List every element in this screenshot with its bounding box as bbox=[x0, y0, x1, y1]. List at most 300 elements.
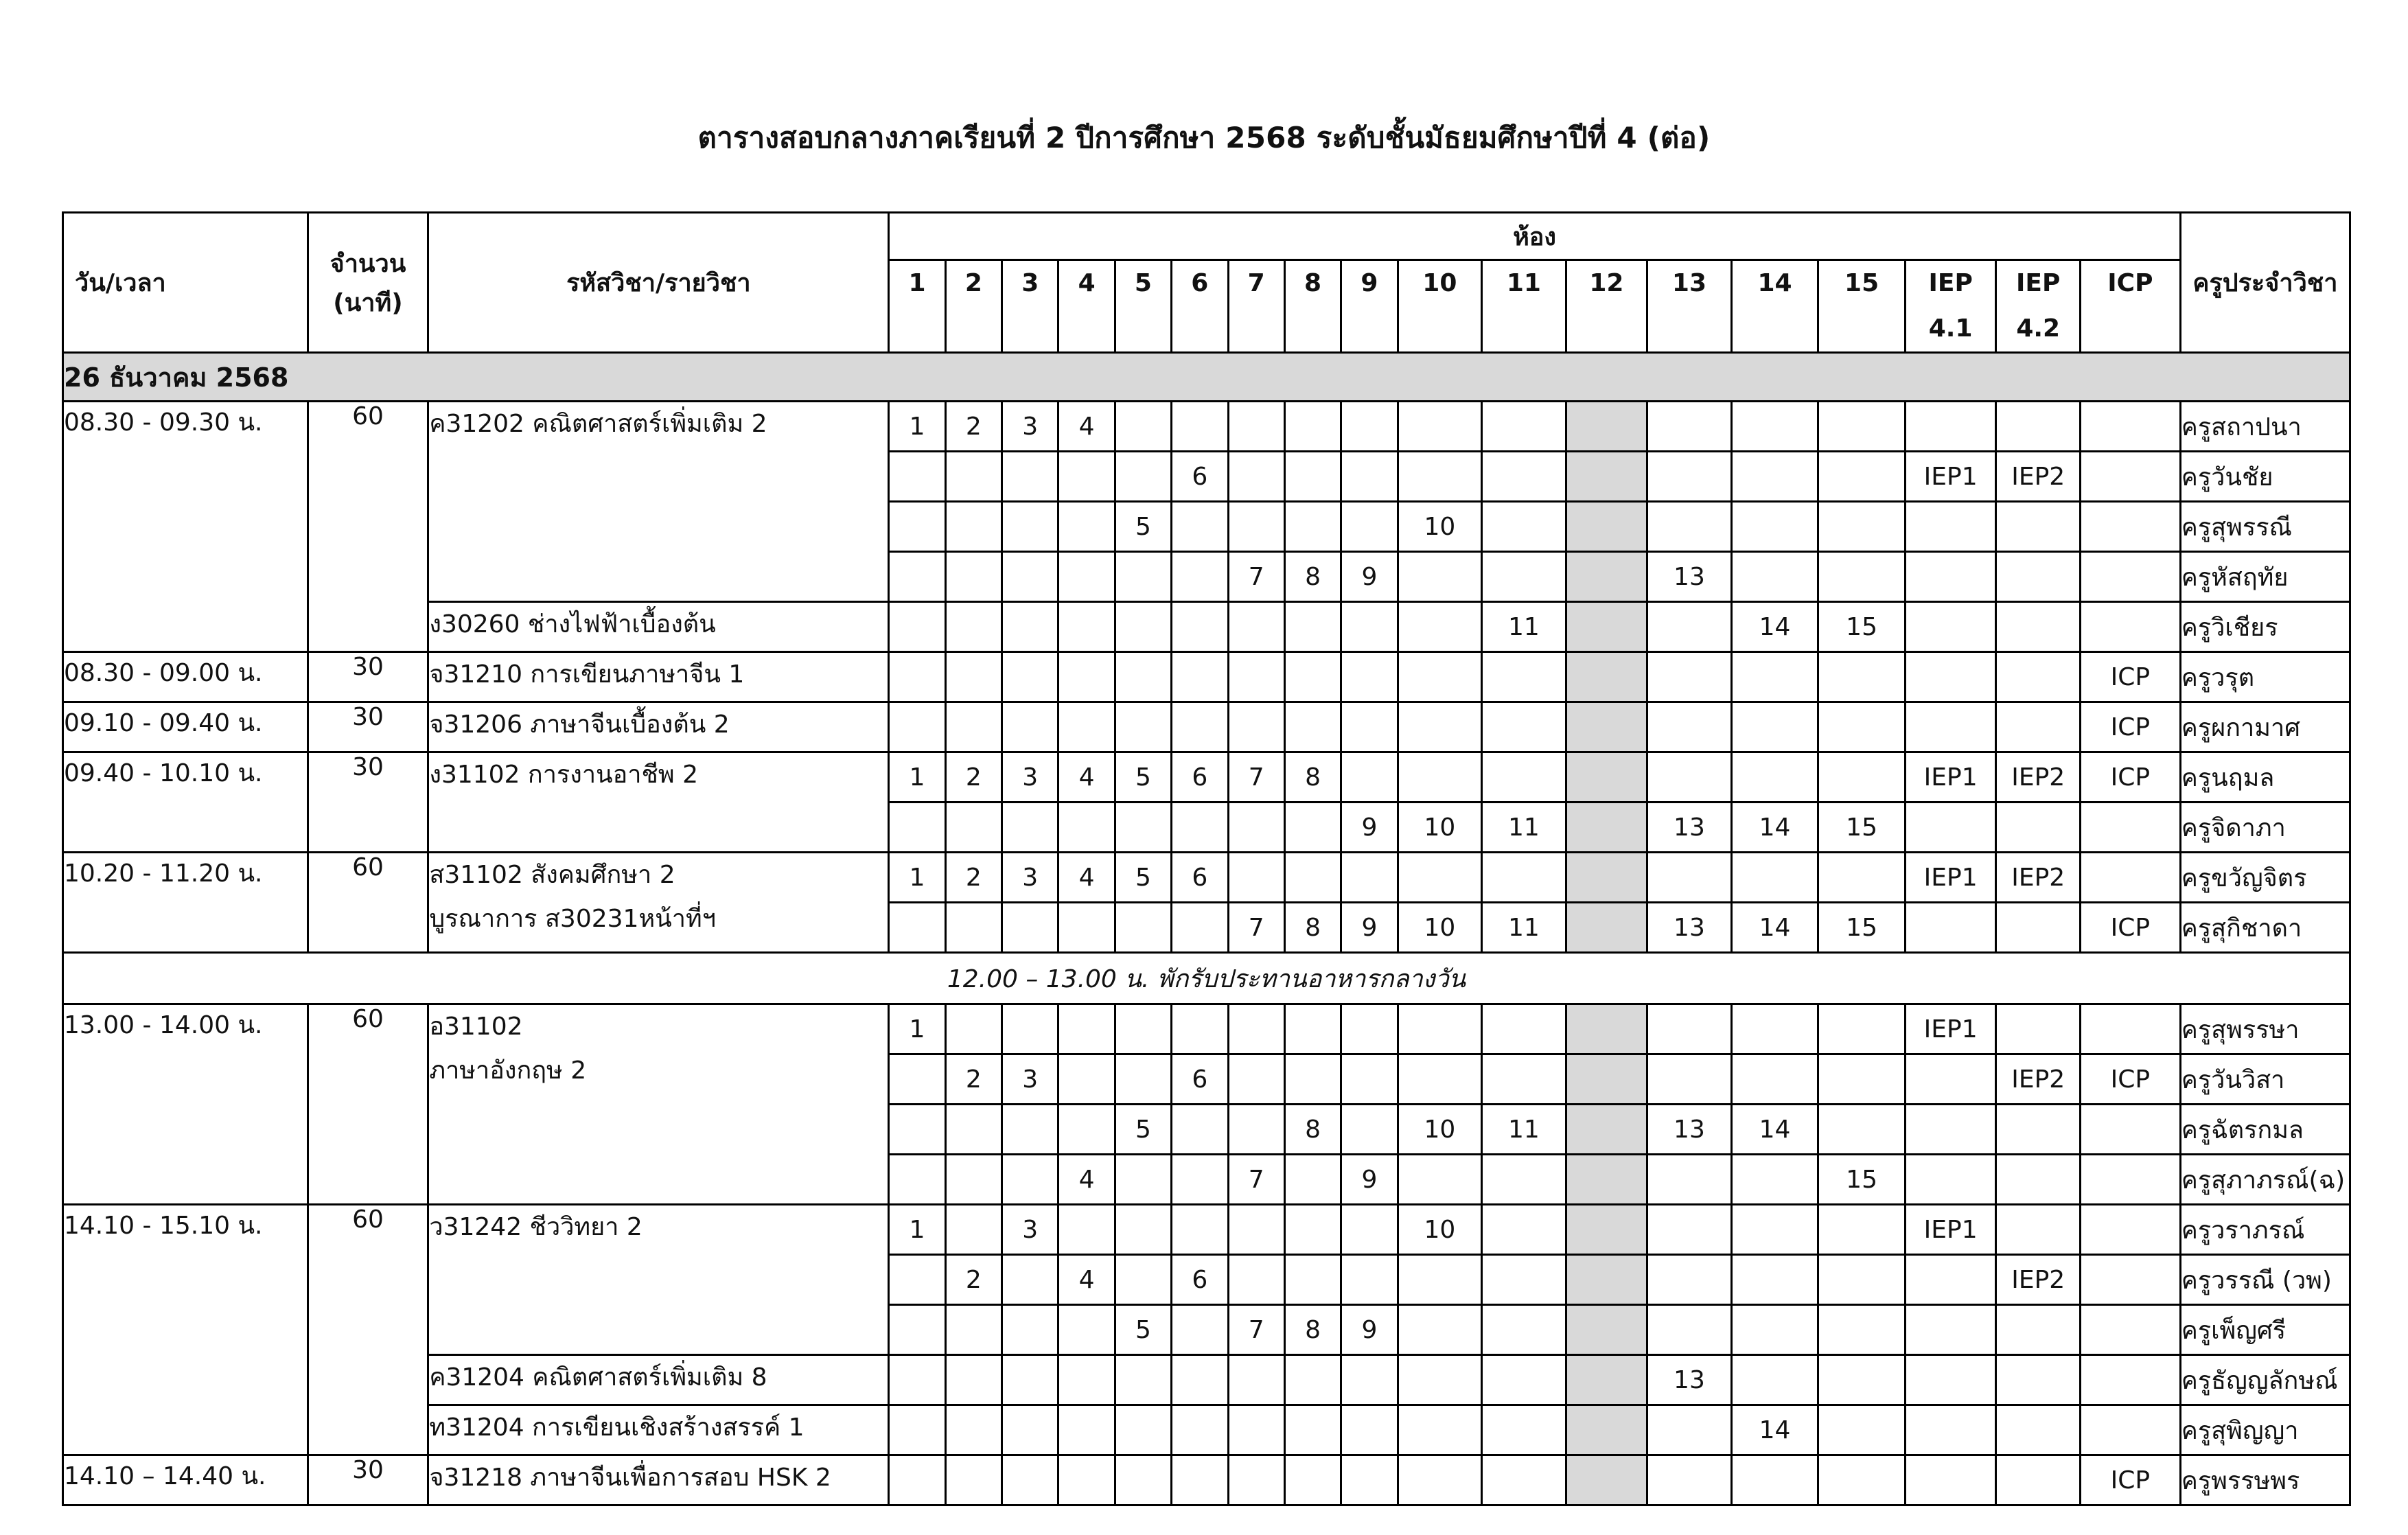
room-cell bbox=[2080, 1155, 2180, 1205]
subject-line: จ31210 การเขียนภาษาจีน 1 bbox=[429, 660, 745, 689]
room-cell bbox=[1341, 1255, 1398, 1305]
room-cell bbox=[1996, 652, 2081, 702]
room-cell bbox=[1647, 1255, 1732, 1305]
room-cell bbox=[1228, 452, 1284, 502]
room-cell bbox=[1566, 702, 1647, 752]
room-cell: 6 bbox=[1172, 752, 1228, 803]
teacher-cell: ครูเพ็ญศรี bbox=[2180, 1305, 2350, 1355]
room-cell bbox=[889, 1355, 945, 1405]
room-cell bbox=[1398, 1054, 1482, 1105]
room-cell bbox=[1482, 1255, 1566, 1305]
room-cell bbox=[1566, 1105, 1647, 1155]
table-row bbox=[63, 702, 2350, 752]
room-cell: 6 bbox=[1172, 1255, 1228, 1305]
room-cell: 3 bbox=[1002, 1054, 1058, 1105]
exam-schedule-table bbox=[62, 211, 2351, 1506]
room-cell bbox=[889, 1054, 945, 1105]
room-cell bbox=[945, 552, 1002, 602]
room-header-line: 13 bbox=[1671, 269, 1707, 297]
room-cell bbox=[1115, 702, 1171, 752]
room-cell bbox=[1482, 652, 1566, 702]
room-cell bbox=[1228, 702, 1284, 752]
room-cell bbox=[889, 502, 945, 552]
minutes-cell: 60 bbox=[308, 1205, 428, 1455]
room-header-line: 3 bbox=[1021, 269, 1039, 297]
room-cell bbox=[945, 452, 1002, 502]
room-cell bbox=[1228, 652, 1284, 702]
room-cell: 8 bbox=[1284, 1305, 1341, 1355]
room-cell: 7 bbox=[1228, 1305, 1284, 1355]
room-cell bbox=[1996, 1004, 2081, 1054]
minutes-cell: 60 bbox=[308, 853, 428, 953]
room-cell bbox=[1228, 1205, 1284, 1255]
room-cell bbox=[1228, 803, 1284, 853]
room-cell bbox=[1115, 552, 1171, 602]
room-cell: 14 bbox=[1731, 1405, 1818, 1455]
room-cell bbox=[1284, 1455, 1341, 1505]
room-cell bbox=[2080, 1004, 2180, 1054]
subject-cell bbox=[428, 752, 889, 853]
room-cell bbox=[1172, 1305, 1228, 1355]
subject-cell bbox=[428, 652, 889, 702]
room-cell: IEP2 bbox=[1996, 1255, 2081, 1305]
room-cell bbox=[1566, 1455, 1647, 1505]
room-cell: 5 bbox=[1115, 752, 1171, 803]
time-cell: 14.10 – 14.40 น. bbox=[63, 1455, 308, 1505]
minutes-cell: 30 bbox=[308, 702, 428, 752]
room-cell: 14 bbox=[1731, 903, 1818, 953]
room-cell: 7 bbox=[1228, 552, 1284, 602]
room-header-10 bbox=[1482, 260, 1566, 353]
room-cell bbox=[1731, 853, 1818, 903]
room-cell bbox=[1284, 853, 1341, 903]
table-row bbox=[63, 402, 2350, 452]
header-minutes-line1: จำนวน bbox=[329, 249, 406, 278]
teacher-cell: ครูฉัตรกมล bbox=[2180, 1105, 2350, 1155]
room-cell bbox=[1818, 1455, 1906, 1505]
subject-line: ท31204 การเขียนเชิงสร้างสรรค์ 1 bbox=[429, 1413, 804, 1442]
time-cell: 14.10 - 15.10 น. bbox=[63, 1205, 308, 1455]
room-cell bbox=[889, 452, 945, 502]
room-header-11 bbox=[1566, 260, 1647, 353]
room-cell bbox=[1284, 803, 1341, 853]
room-cell bbox=[1058, 652, 1115, 702]
room-cell bbox=[1566, 552, 1647, 602]
room-cell bbox=[1647, 1205, 1732, 1255]
room-cell: 3 bbox=[1002, 402, 1058, 452]
room-cell bbox=[1818, 1305, 1906, 1355]
room-cell: 11 bbox=[1482, 1105, 1566, 1155]
room-cell bbox=[1905, 1054, 1996, 1105]
room-header-line: 6 bbox=[1191, 269, 1209, 297]
room-cell bbox=[2080, 1255, 2180, 1305]
room-cell bbox=[1731, 1355, 1818, 1405]
room-cell bbox=[1002, 903, 1058, 953]
room-cell bbox=[1482, 1455, 1566, 1505]
teacher-cell: ครูสุภาภรณ์(ฉ) bbox=[2180, 1155, 2350, 1205]
teacher-cell: ครูวราภรณ์ bbox=[2180, 1205, 2350, 1255]
room-header-7 bbox=[1284, 260, 1341, 353]
room-header-line: 4 bbox=[1078, 269, 1096, 297]
room-cell bbox=[1566, 452, 1647, 502]
room-cell bbox=[1115, 1455, 1171, 1505]
room-cell bbox=[1228, 1405, 1284, 1455]
room-cell bbox=[945, 1004, 1002, 1054]
room-cell bbox=[1996, 1405, 2081, 1455]
room-header-2 bbox=[1002, 260, 1058, 353]
room-cell bbox=[1115, 402, 1171, 452]
room-cell bbox=[1731, 402, 1818, 452]
minutes-cell: 30 bbox=[308, 752, 428, 853]
room-cell bbox=[1115, 602, 1171, 652]
lunch-break-row: 12.00 – 13.00 น. พักรับประทานอาหารกลางวัน bbox=[63, 953, 2350, 1004]
room-cell: IEP2 bbox=[1996, 452, 2081, 502]
room-cell: 7 bbox=[1228, 903, 1284, 953]
room-header-14 bbox=[1818, 260, 1906, 353]
room-cell bbox=[1905, 1355, 1996, 1405]
room-cell bbox=[1341, 702, 1398, 752]
room-cell bbox=[889, 1155, 945, 1205]
room-cell bbox=[1818, 502, 1906, 552]
room-cell bbox=[1905, 652, 1996, 702]
room-cell: IEP1 bbox=[1905, 752, 1996, 803]
room-cell bbox=[2080, 1205, 2180, 1255]
room-cell bbox=[1341, 602, 1398, 652]
room-cell bbox=[1058, 1054, 1115, 1105]
room-cell bbox=[1482, 1155, 1566, 1205]
room-cell: 6 bbox=[1172, 853, 1228, 903]
room-cell bbox=[1115, 903, 1171, 953]
subject-line: ง31102 การงานอาชีพ 2 bbox=[429, 761, 698, 789]
subject-cell bbox=[428, 602, 889, 652]
room-cell bbox=[1284, 402, 1341, 452]
room-cell: 2 bbox=[945, 1255, 1002, 1305]
room-cell bbox=[1002, 702, 1058, 752]
room-cell: IEP1 bbox=[1905, 1004, 1996, 1054]
room-cell bbox=[1482, 402, 1566, 452]
room-cell bbox=[1058, 1205, 1115, 1255]
room-cell: 5 bbox=[1115, 853, 1171, 903]
room-cell bbox=[1058, 602, 1115, 652]
room-cell bbox=[1647, 853, 1732, 903]
room-cell: 1 bbox=[889, 402, 945, 452]
room-cell bbox=[1284, 602, 1341, 652]
teacher-cell: ครูวรรณี (วพ) bbox=[2180, 1255, 2350, 1305]
room-cell bbox=[1482, 853, 1566, 903]
room-cell: 15 bbox=[1818, 903, 1906, 953]
room-cell: IEP2 bbox=[1996, 853, 2081, 903]
room-cell bbox=[2080, 1405, 2180, 1455]
room-cell bbox=[945, 903, 1002, 953]
room-cell bbox=[1058, 452, 1115, 502]
room-cell bbox=[1398, 602, 1482, 652]
room-header-line: 4.1 bbox=[1928, 314, 1973, 343]
table-row bbox=[63, 853, 2350, 903]
room-cell bbox=[1228, 1105, 1284, 1155]
room-cell bbox=[945, 1455, 1002, 1505]
room-cell: 6 bbox=[1172, 1054, 1228, 1105]
header-day-time: วัน/เวลา bbox=[63, 213, 308, 353]
room-cell bbox=[1647, 702, 1732, 752]
teacher-cell: ครูวิเชียร bbox=[2180, 602, 2350, 652]
room-cell bbox=[1341, 1205, 1398, 1255]
room-cell bbox=[945, 1205, 1002, 1255]
room-cell bbox=[1905, 402, 1996, 452]
room-cell bbox=[1228, 502, 1284, 552]
room-cell bbox=[1647, 652, 1732, 702]
room-header-16 bbox=[1996, 260, 2081, 353]
subject-line: จ31218 ภาษาจีนเพื่อการสอบ HSK 2 bbox=[429, 1464, 831, 1492]
room-cell bbox=[1566, 1355, 1647, 1405]
room-cell bbox=[1731, 552, 1818, 602]
room-cell bbox=[1398, 1004, 1482, 1054]
room-header-line: IEP bbox=[2016, 269, 2061, 297]
room-cell bbox=[1341, 652, 1398, 702]
room-cell bbox=[1341, 752, 1398, 803]
room-cell: ICP bbox=[2080, 1054, 2180, 1105]
room-cell bbox=[1228, 853, 1284, 903]
room-cell bbox=[1905, 502, 1996, 552]
room-cell bbox=[945, 602, 1002, 652]
room-cell bbox=[1341, 1105, 1398, 1155]
room-cell bbox=[1002, 1355, 1058, 1405]
room-cell bbox=[1996, 1105, 2081, 1155]
room-cell: 8 bbox=[1284, 903, 1341, 953]
teacher-cell: ครูสุพิญญา bbox=[2180, 1405, 2350, 1455]
room-cell: 4 bbox=[1058, 853, 1115, 903]
room-cell bbox=[1398, 853, 1482, 903]
room-header-line: 4.2 bbox=[2016, 314, 2061, 343]
room-cell: 14 bbox=[1731, 803, 1818, 853]
room-cell bbox=[1647, 452, 1732, 502]
room-cell bbox=[1996, 803, 2081, 853]
room-cell bbox=[1341, 452, 1398, 502]
room-header-15 bbox=[1905, 260, 1996, 353]
room-cell bbox=[1172, 652, 1228, 702]
room-cell bbox=[945, 803, 1002, 853]
room-header-3 bbox=[1058, 260, 1115, 353]
room-cell bbox=[1996, 903, 2081, 953]
room-cell bbox=[1818, 1004, 1906, 1054]
room-cell bbox=[1731, 1455, 1818, 1505]
room-cell: ICP bbox=[2080, 903, 2180, 953]
room-cell bbox=[1566, 1405, 1647, 1455]
subject-line: ง30260 ช่างไฟฟ้าเบื้องต้น bbox=[429, 610, 716, 638]
subject-line: จ31206 ภาษาจีนเบื้องต้น 2 bbox=[429, 711, 730, 739]
subject-cell bbox=[428, 1004, 889, 1205]
room-cell bbox=[1996, 502, 2081, 552]
room-cell bbox=[1566, 1305, 1647, 1355]
time-cell: 09.10 - 09.40 น. bbox=[63, 702, 308, 752]
room-cell bbox=[1398, 1305, 1482, 1355]
room-cell bbox=[1172, 1155, 1228, 1205]
room-cell bbox=[1058, 502, 1115, 552]
room-cell: 14 bbox=[1731, 1105, 1818, 1155]
room-cell bbox=[1818, 1355, 1906, 1405]
room-cell bbox=[1058, 1305, 1115, 1355]
room-header-line: 1 bbox=[908, 269, 926, 297]
room-cell bbox=[1058, 702, 1115, 752]
room-cell bbox=[2080, 502, 2180, 552]
room-cell: 5 bbox=[1115, 502, 1171, 552]
room-cell bbox=[2080, 1305, 2180, 1355]
room-cell bbox=[1398, 1255, 1482, 1305]
room-cell bbox=[1228, 1255, 1284, 1305]
teacher-cell: ครูหัสฤทัย bbox=[2180, 552, 2350, 602]
room-cell bbox=[1482, 702, 1566, 752]
room-cell: 1 bbox=[889, 1004, 945, 1054]
room-cell bbox=[1566, 1205, 1647, 1255]
room-cell bbox=[1647, 1405, 1732, 1455]
room-header-1 bbox=[945, 260, 1002, 353]
room-cell bbox=[1482, 502, 1566, 552]
room-cell: 13 bbox=[1647, 903, 1732, 953]
room-cell bbox=[1731, 652, 1818, 702]
room-cell bbox=[1115, 1155, 1171, 1205]
room-cell bbox=[1647, 1155, 1732, 1205]
room-cell bbox=[1228, 402, 1284, 452]
room-cell: 8 bbox=[1284, 1105, 1341, 1155]
room-cell bbox=[1002, 1155, 1058, 1205]
room-cell bbox=[1566, 1004, 1647, 1054]
room-cell bbox=[1482, 1205, 1566, 1255]
room-cell bbox=[1284, 1255, 1341, 1305]
room-header-8 bbox=[1341, 260, 1398, 353]
room-cell: 9 bbox=[1341, 1305, 1398, 1355]
room-cell bbox=[1818, 752, 1906, 803]
room-cell bbox=[1905, 1455, 1996, 1505]
room-cell bbox=[1566, 803, 1647, 853]
room-cell: 15 bbox=[1818, 602, 1906, 652]
room-cell bbox=[1647, 752, 1732, 803]
room-cell bbox=[1058, 1355, 1115, 1405]
room-cell bbox=[1647, 602, 1732, 652]
room-cell bbox=[1058, 1105, 1115, 1155]
room-header-12 bbox=[1647, 260, 1732, 353]
room-cell bbox=[889, 552, 945, 602]
subject-cell bbox=[428, 702, 889, 752]
room-cell: ICP bbox=[2080, 652, 2180, 702]
room-cell: 9 bbox=[1341, 903, 1398, 953]
room-cell: 7 bbox=[1228, 752, 1284, 803]
room-header-line: 9 bbox=[1361, 269, 1378, 297]
room-cell bbox=[2080, 1355, 2180, 1405]
room-cell: 3 bbox=[1002, 1205, 1058, 1255]
room-cell: 6 bbox=[1172, 452, 1228, 502]
room-cell bbox=[945, 702, 1002, 752]
room-cell bbox=[1284, 1405, 1341, 1455]
room-cell bbox=[1172, 502, 1228, 552]
room-cell bbox=[889, 803, 945, 853]
room-header-line: 10 bbox=[1422, 269, 1457, 297]
room-cell: 14 bbox=[1731, 602, 1818, 652]
room-cell bbox=[1115, 652, 1171, 702]
room-cell bbox=[1398, 1455, 1482, 1505]
room-cell bbox=[1905, 1255, 1996, 1305]
room-cell bbox=[1115, 1054, 1171, 1105]
room-cell bbox=[1284, 652, 1341, 702]
room-cell: 10 bbox=[1398, 502, 1482, 552]
room-cell bbox=[1002, 1255, 1058, 1305]
room-header-17 bbox=[2080, 260, 2180, 353]
room-cell bbox=[1818, 1105, 1906, 1155]
room-cell bbox=[1172, 1405, 1228, 1455]
room-cell bbox=[1398, 402, 1482, 452]
room-cell bbox=[1482, 1305, 1566, 1355]
room-cell: 1 bbox=[889, 752, 945, 803]
room-cell bbox=[1482, 1054, 1566, 1105]
room-cell bbox=[889, 702, 945, 752]
room-cell bbox=[1002, 803, 1058, 853]
room-cell bbox=[1818, 552, 1906, 602]
room-cell: 13 bbox=[1647, 803, 1732, 853]
room-cell: 9 bbox=[1341, 803, 1398, 853]
room-cell bbox=[1996, 1305, 2081, 1355]
room-cell bbox=[1172, 1355, 1228, 1405]
room-cell bbox=[1341, 502, 1398, 552]
subject-line: อ31102 bbox=[429, 1013, 523, 1041]
room-cell: 2 bbox=[945, 752, 1002, 803]
teacher-cell: ครูขวัญจิตร bbox=[2180, 853, 2350, 903]
room-header-9 bbox=[1398, 260, 1482, 353]
room-cell bbox=[945, 1155, 1002, 1205]
room-cell: 1 bbox=[889, 1205, 945, 1255]
teacher-cell: ครูธัญญลักษณ์ bbox=[2180, 1355, 2350, 1405]
room-cell: 4 bbox=[1058, 402, 1115, 452]
room-header-0 bbox=[889, 260, 945, 353]
room-cell bbox=[1566, 502, 1647, 552]
room-cell bbox=[1996, 552, 2081, 602]
room-cell: 10 bbox=[1398, 803, 1482, 853]
room-cell bbox=[1647, 1004, 1732, 1054]
room-cell bbox=[1398, 552, 1482, 602]
room-cell bbox=[1398, 1405, 1482, 1455]
subject-line: ส31102 สังคมศึกษา 2 bbox=[429, 861, 675, 889]
room-cell bbox=[1818, 853, 1906, 903]
room-cell: 8 bbox=[1284, 752, 1341, 803]
room-cell bbox=[1172, 602, 1228, 652]
room-cell bbox=[1482, 752, 1566, 803]
room-cell bbox=[1172, 903, 1228, 953]
room-cell bbox=[1566, 1054, 1647, 1105]
room-cell: ICP bbox=[2080, 702, 2180, 752]
room-cell: IEP1 bbox=[1905, 452, 1996, 502]
teacher-cell: ครูพรรษพร bbox=[2180, 1455, 2350, 1505]
time-cell: 13.00 - 14.00 น. bbox=[63, 1004, 308, 1205]
room-cell bbox=[889, 1455, 945, 1505]
room-cell bbox=[1284, 1004, 1341, 1054]
room-cell bbox=[1566, 652, 1647, 702]
teacher-cell: ครูสุกิชาดา bbox=[2180, 903, 2350, 953]
room-cell bbox=[1115, 803, 1171, 853]
room-cell: 3 bbox=[1002, 752, 1058, 803]
room-cell bbox=[1058, 1004, 1115, 1054]
room-cell bbox=[1058, 903, 1115, 953]
room-cell bbox=[1566, 402, 1647, 452]
room-cell bbox=[1115, 1355, 1171, 1405]
room-cell bbox=[1905, 1305, 1996, 1355]
room-cell bbox=[1731, 1155, 1818, 1205]
room-cell bbox=[1731, 752, 1818, 803]
room-cell bbox=[1002, 502, 1058, 552]
room-header-line: IEP bbox=[1928, 269, 1973, 297]
room-cell bbox=[889, 1305, 945, 1355]
room-cell bbox=[1905, 1105, 1996, 1155]
room-cell: 11 bbox=[1482, 803, 1566, 853]
room-cell: 4 bbox=[1058, 1155, 1115, 1205]
room-header-line: 2 bbox=[964, 269, 982, 297]
day-label: 26 ธันวาคม 2568 bbox=[63, 353, 2350, 402]
